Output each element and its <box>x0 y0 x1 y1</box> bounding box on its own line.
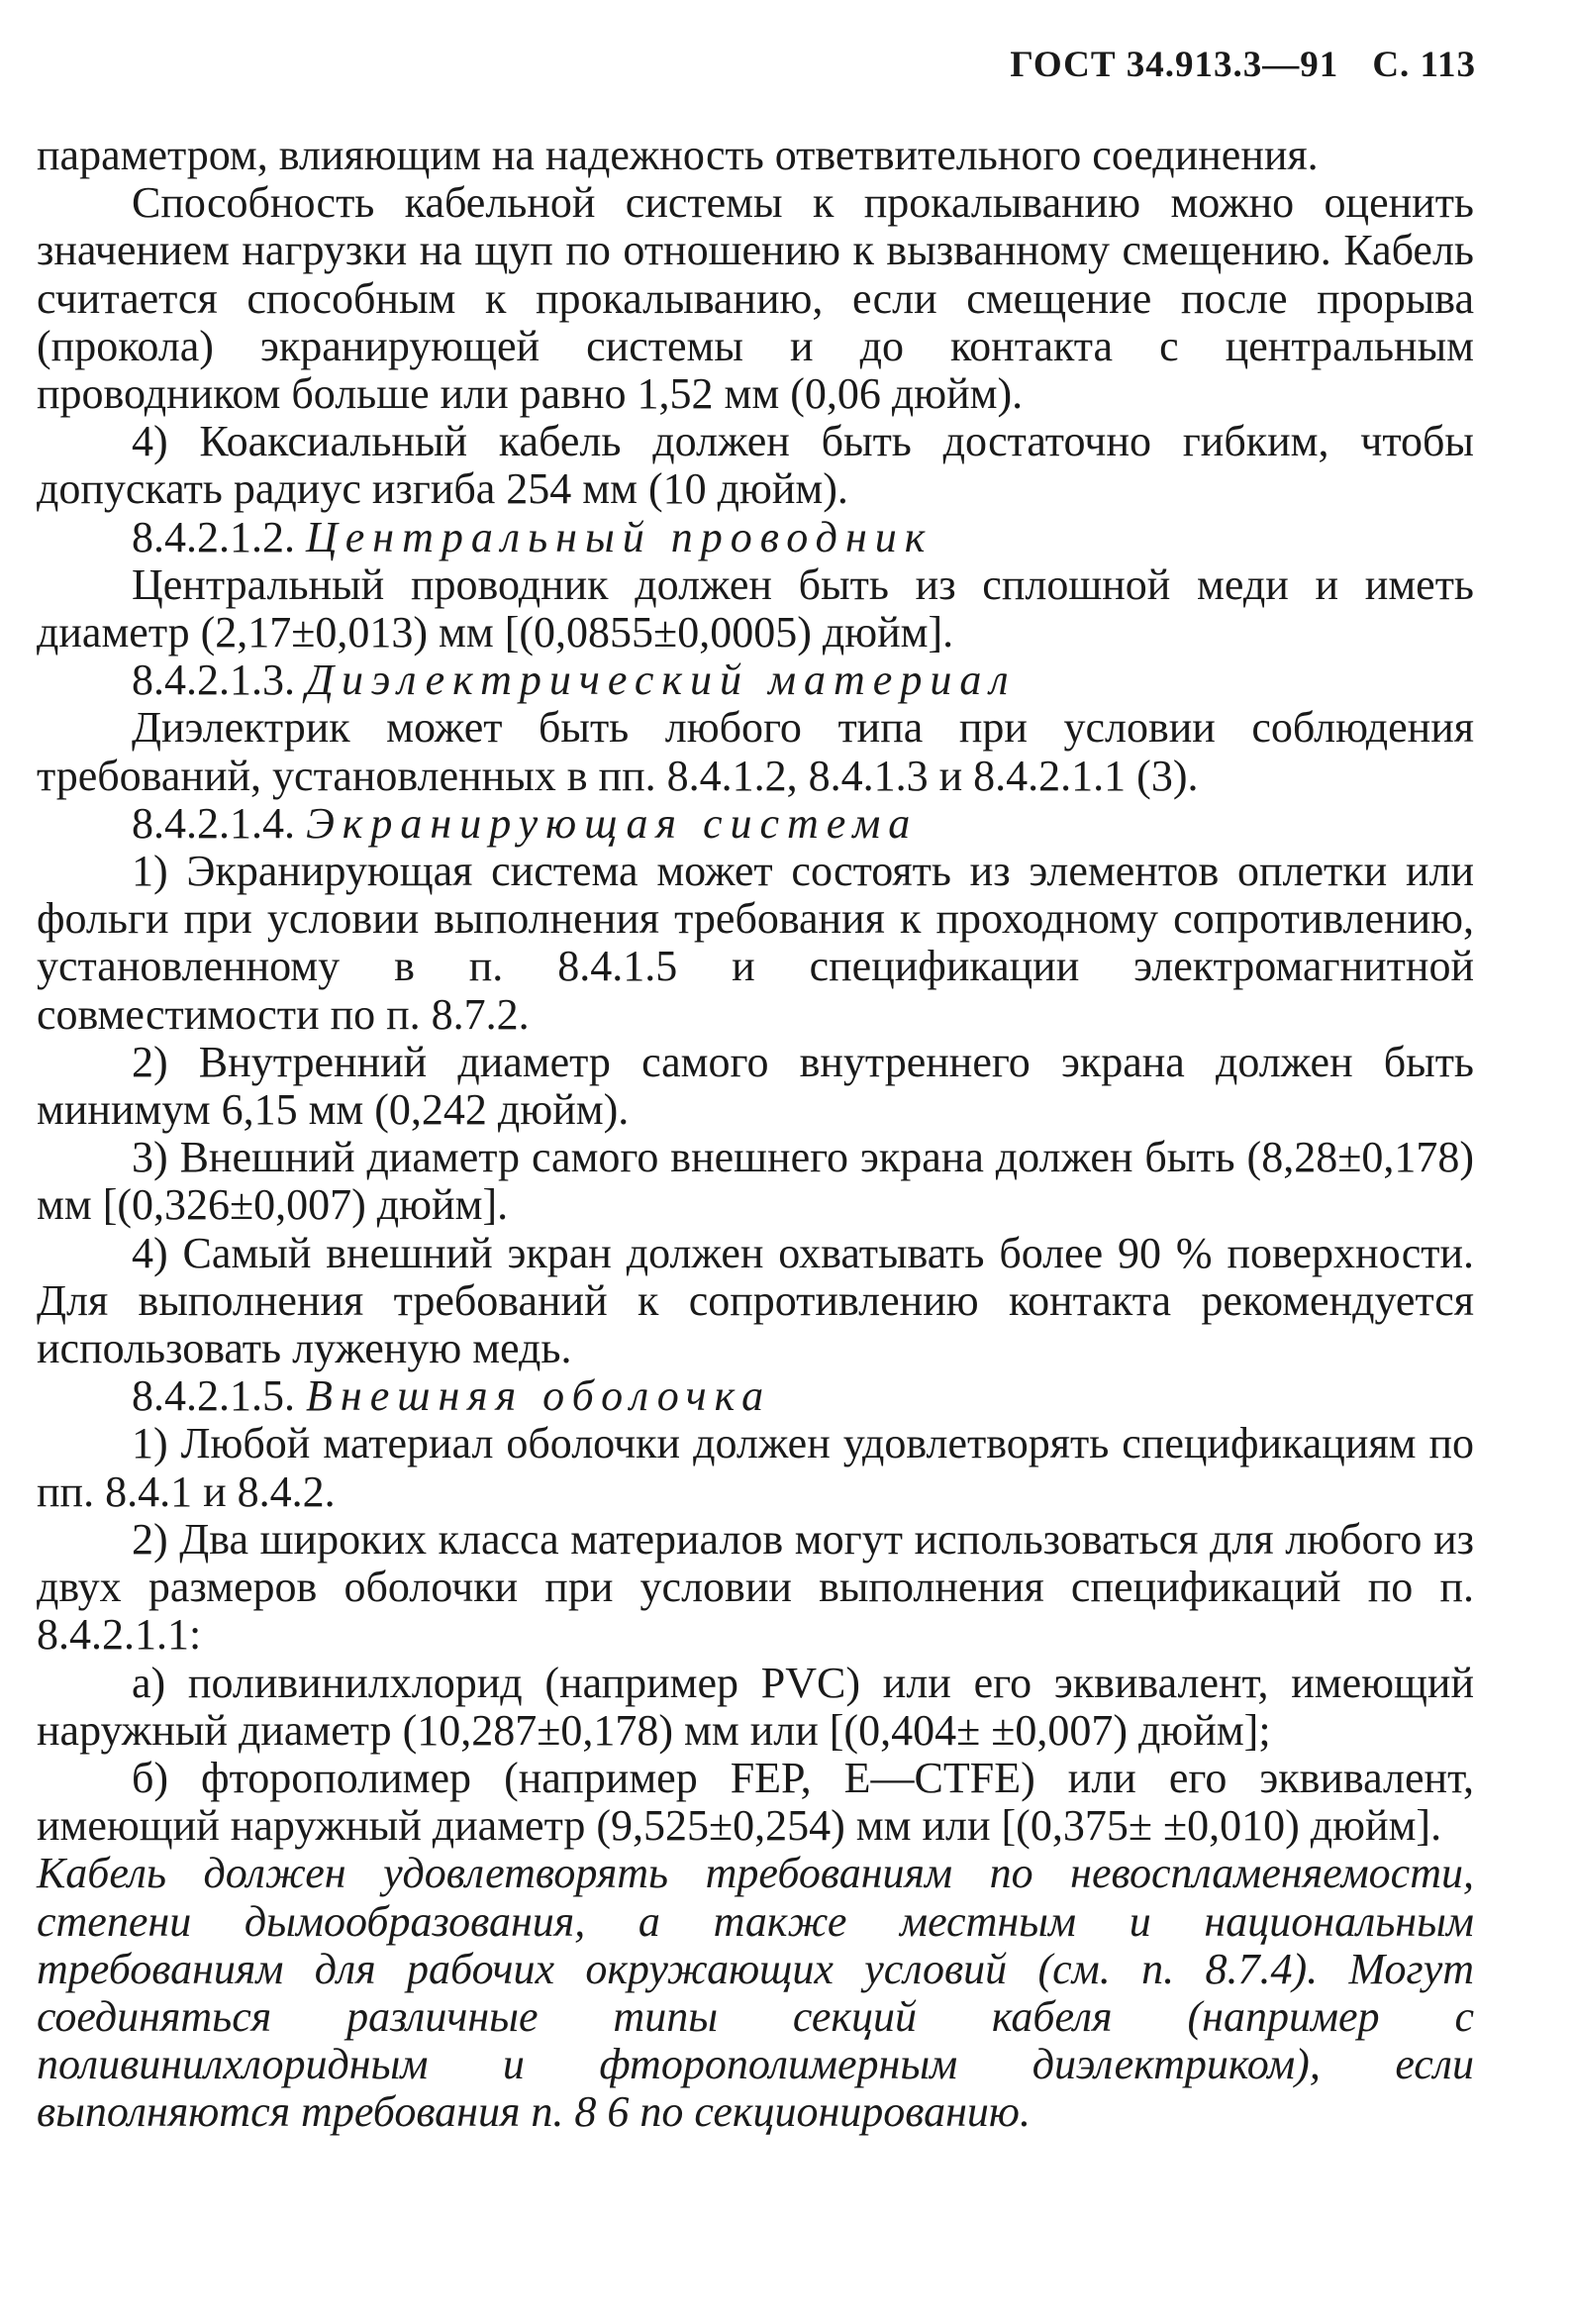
section-number: 8.4.2.1.4. <box>132 798 295 848</box>
paragraph: 2) Внутренний диаметр самого внутреннего экрана должен быть минимум 6,15 мм (0,242 дюйм). <box>37 1037 1474 1135</box>
paragraph: 4) Самый внешний экран должен охватывать более 90 % поверхности. Для выполнения требований к сопротивлению контакта рекомендуется использовать луженую медь. <box>37 1228 1474 1373</box>
section-title: Экранирующая система <box>306 798 919 848</box>
paragraph: 3) Внешний диаметр самого внешнего экрана должен быть (8,28±0,178) мм [(0,326±0,007) дюйм]. <box>37 1133 1474 1230</box>
section-number: 8.4.2.1.3. <box>132 656 295 705</box>
section-title: Центральный проводник <box>306 512 934 561</box>
section-heading <box>37 1372 1474 1420</box>
section-heading <box>37 800 1474 848</box>
section-heading <box>37 514 1474 561</box>
standard-designation: ГОСТ 34.913.3—91 <box>1010 45 1339 85</box>
paragraph: Способность кабельной системы к прокалыванию можно оценить значением нагрузки на щуп по отношению к вызванному смещению. Кабель считается способным к прокалыванию, если смещение после прорыва (прокола) экранирующей системы и до контакта с центральным проводником больше или равно 1,52 мм (0,06 дюйм). <box>37 178 1474 419</box>
section-number: 8.4.2.1.2. <box>132 512 295 561</box>
paragraph: 1) Любой материал оболочки должен удовлетворять спецификациям по пп. 8.4.1 и 8.4.2. <box>37 1419 1474 1516</box>
page-number: С. 113 <box>1372 45 1476 85</box>
section-number: 8.4.2.1.5. <box>132 1371 295 1421</box>
section-heading <box>37 657 1474 704</box>
paragraph: 2) Два широких класса материалов могут использоваться для любого из двух размеров оболочки при условии выполнения спецификаций по п. 8.4.2.1.1: <box>37 1514 1474 1660</box>
paragraph: б) фторополимер (например FEP, Е—CTFE) или его эквивалент, имеющий наружный диаметр (9,525±0,254) мм или [(0,375± ±0,010) дюйм]. <box>37 1753 1474 1851</box>
paragraph: а) поливинилхлорид (например PVC) или его эквивалент, имеющий наружный диаметр (10,287±0,178) мм или [(0,404± ±0,007) дюйм]; <box>37 1658 1474 1755</box>
paragraph: Центральный проводник должен быть из сплошной меди и иметь диаметр (2,17±0,013) мм [(0,0855±0,0005) дюйм]. <box>37 559 1474 657</box>
paragraph: Диэлектрик может быть любого типа при условии соблюдения требований, установленных в пп. 8.4.1.2, 8.4.1.3 и 8.4.2.1.1 (3). <box>37 703 1474 800</box>
section-title: Диэлектрический материал <box>306 656 1017 705</box>
paragraph: параметром, влияющим на надежность ответвительного соединения. <box>37 131 1319 179</box>
paragraph: 4) Коаксиальный кабель должен быть достаточно гибким, чтобы допускать радиус изгиба 254 мм (10 дюйм). <box>37 417 1474 514</box>
document-body <box>37 132 1474 2137</box>
paragraph: 1) Экранирующая система может состоять из элементов оплетки или фольги при условии выполнения требования к проходному сопротивлению, установленному в п. 8.4.1.5 и спецификации электромагнитной совместимости по п. 8.7.2. <box>37 847 1474 1039</box>
page-header <box>1010 44 1476 86</box>
section-title: Внешняя оболочка <box>306 1371 772 1421</box>
paragraph: Кабель должен удовлетворять требованиям по невоспламеняемости, степени дымообразования, а также местным и национальным требованиям для рабочих окружающих условий (см. п. 8.7.4). Могут соединяться различные типы секций кабеля (например с поливинилхлоридным и фторополимерным диэлектриком), если выполняются требования п. 8 6 по секционированию. <box>37 1849 1474 2137</box>
